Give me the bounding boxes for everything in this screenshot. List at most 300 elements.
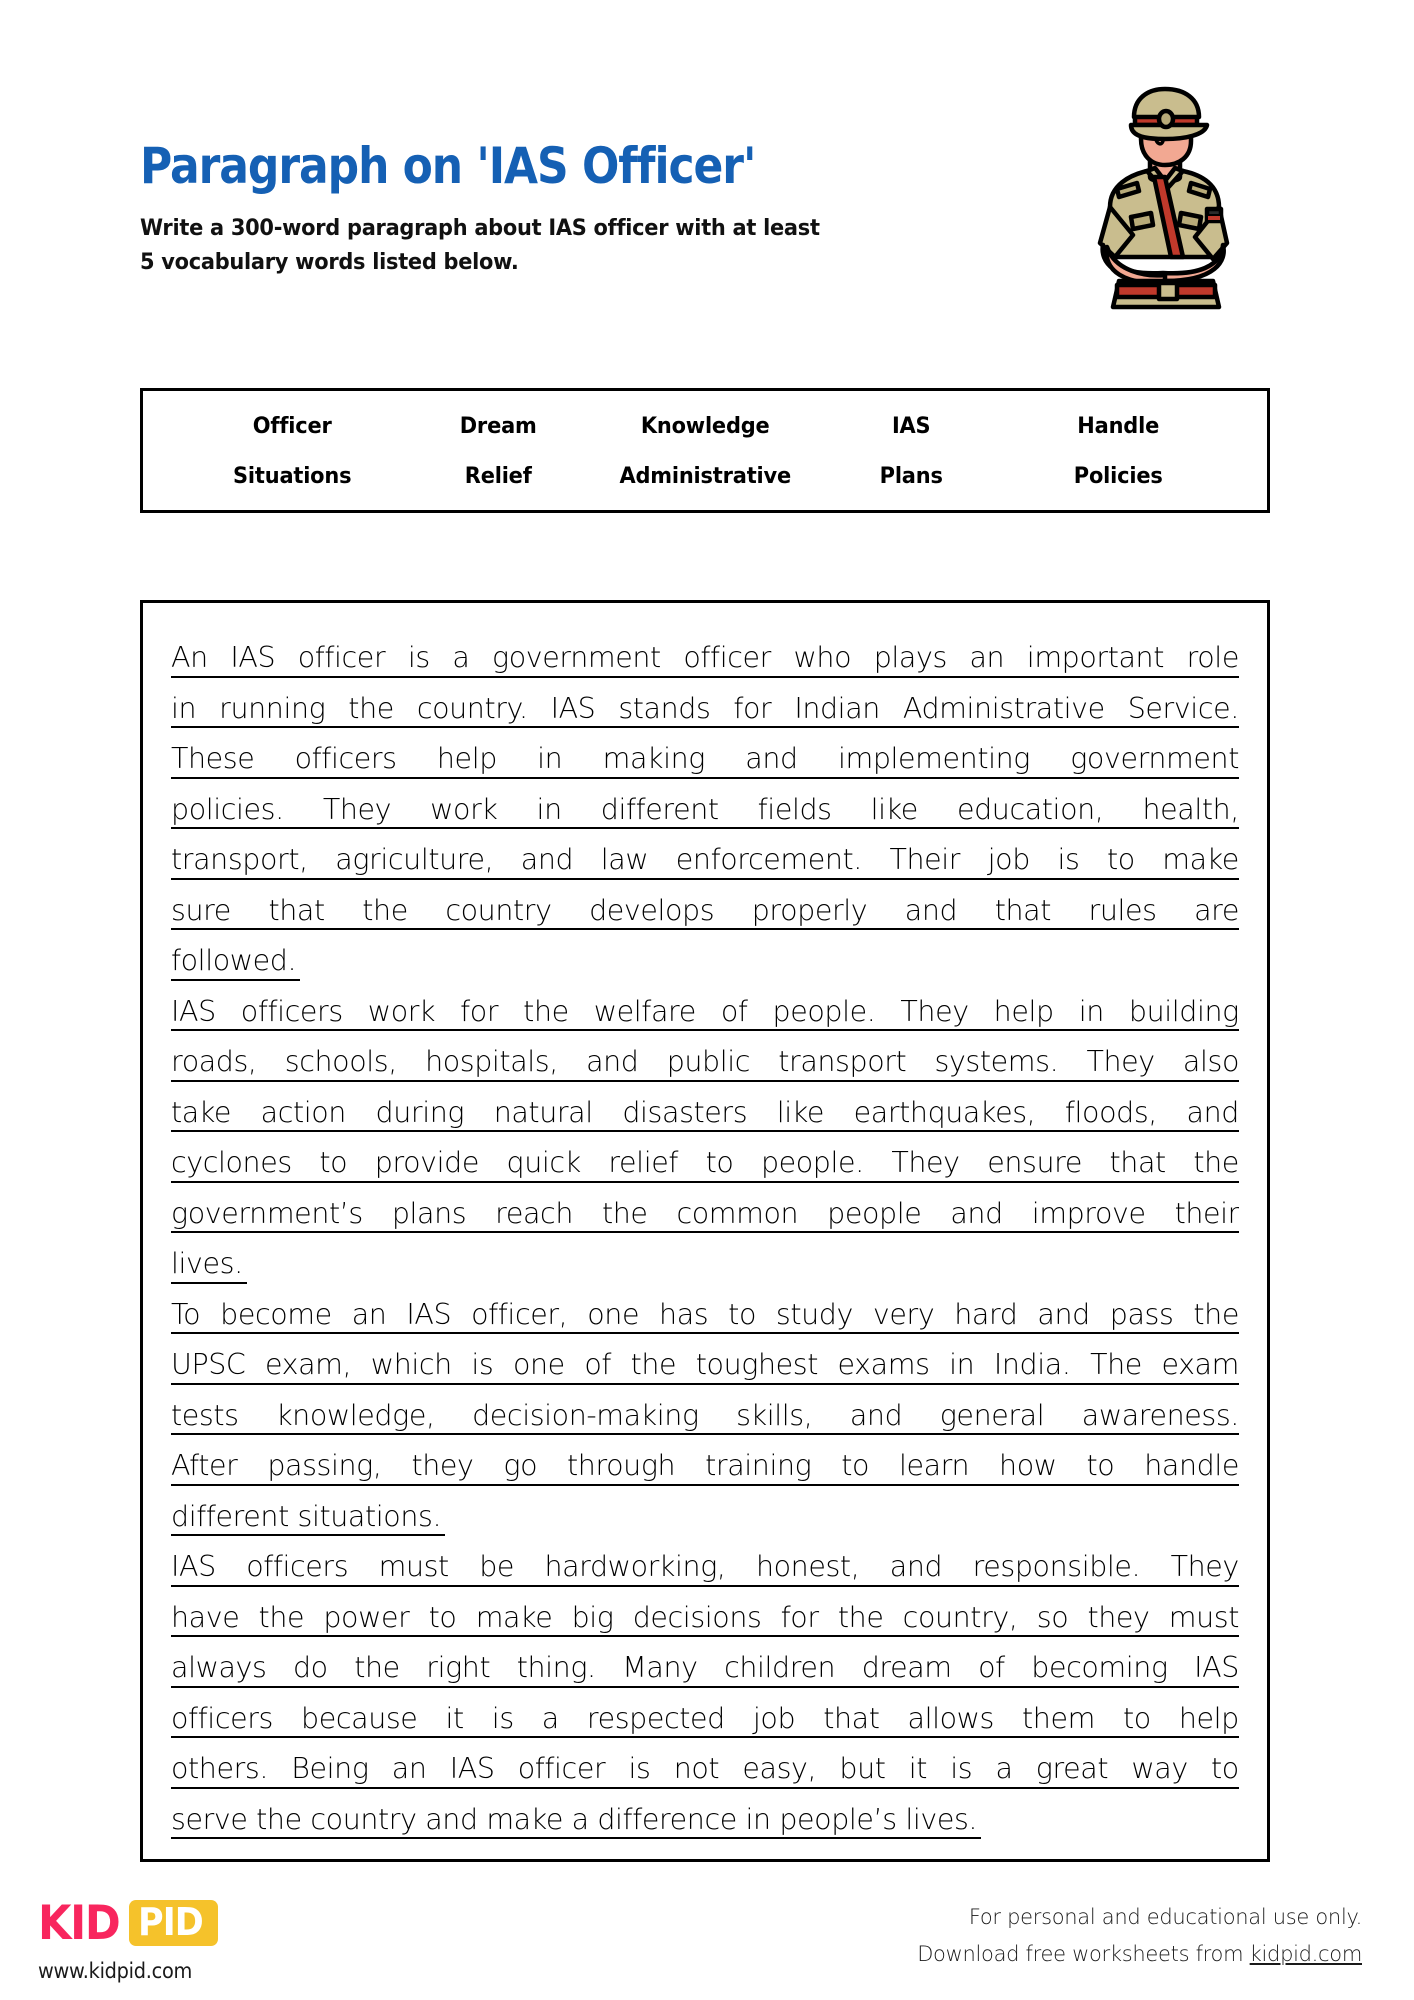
essay-word: their: [1174, 1196, 1239, 1230]
essay-word: serve the country and make a difference in people’s lives.: [171, 1802, 978, 1836]
essay-line-row: [171, 779, 1239, 830]
instruction-line-2: 5 vocabulary words listed below.: [140, 249, 519, 276]
essay-word: They: [900, 994, 969, 1028]
kidpid-logo: [38, 1895, 218, 1951]
essay-word: also: [1182, 1045, 1239, 1078]
essay-line-row: [171, 1031, 1239, 1082]
essay-word: They: [322, 792, 392, 826]
essay-line: [171, 930, 300, 981]
essay-line-row: [171, 1738, 1239, 1789]
essay-word: cyclones: [171, 1146, 292, 1179]
essay-word: pass: [1109, 1297, 1174, 1331]
essay-word: of: [978, 1651, 1005, 1684]
essay-word: hard: [954, 1297, 1018, 1331]
essay-word: easy,: [742, 1752, 817, 1785]
essay-word: have: [171, 1600, 240, 1634]
essay-word: handle: [1144, 1449, 1239, 1482]
essay-word: very: [872, 1297, 935, 1331]
essay-line-row: [171, 1587, 1239, 1638]
essay-word: study: [775, 1297, 853, 1331]
essay-word: exam: [1161, 1348, 1239, 1381]
essay-word: Administrative: [902, 691, 1105, 725]
vocabulary-word: Situations: [233, 462, 352, 489]
essay-word: transport: [778, 1045, 907, 1078]
ias-officer-illustration: [1055, 85, 1270, 310]
essay-line: [171, 1789, 981, 1840]
essay-word: tests: [171, 1398, 239, 1432]
essay-word: plans: [391, 1196, 467, 1230]
essay-word: enforcement.: [675, 843, 862, 876]
essay-word: is: [1057, 843, 1080, 876]
essay-word: help: [1178, 1701, 1239, 1735]
essay-word: work: [430, 792, 498, 826]
essay-word: The: [1090, 1348, 1142, 1381]
essay-word: it: [908, 1752, 928, 1785]
essay-line-row: [171, 1536, 1239, 1587]
essay-line-row: [171, 1233, 1239, 1284]
essay-line: [171, 1334, 1239, 1385]
essay-line: [171, 880, 1239, 931]
essay-word: role: [1186, 641, 1239, 674]
essay-word: roads,: [171, 1045, 257, 1078]
essay-word: a: [541, 1701, 559, 1735]
vocabulary-word: IAS: [892, 412, 931, 439]
essay-word: thing.: [516, 1651, 596, 1684]
essay-word: it: [445, 1701, 464, 1735]
essay-word: improve: [1031, 1196, 1146, 1230]
essay-word: responsible.: [972, 1550, 1141, 1583]
essay-word: is: [950, 1752, 973, 1785]
page-title: Paragraph on 'IAS Officer': [140, 137, 756, 195]
footer-note-prefix: Download free worksheets from: [917, 1941, 1250, 1966]
essay-word: different: [600, 792, 719, 826]
essay-word: through: [567, 1449, 676, 1482]
essay-word: because: [301, 1701, 418, 1735]
essay-word: right: [426, 1651, 491, 1684]
essay-word: UPSC: [171, 1348, 246, 1381]
essay-word: to: [1086, 1449, 1115, 1482]
essay-word: decision-making: [472, 1398, 699, 1432]
essay-word: disasters: [622, 1095, 748, 1129]
essay-word: in: [949, 1348, 975, 1381]
essay-word: IAS: [171, 1550, 216, 1583]
vocabulary-word: Handle: [1076, 412, 1159, 439]
essay-word: in: [537, 742, 563, 775]
essay-word: is: [407, 641, 430, 674]
essay-word: government: [1070, 742, 1239, 775]
logo-pid-text: PID: [138, 1900, 204, 1944]
essay-word: Service.: [1127, 691, 1239, 725]
essay-word: decisions: [632, 1600, 762, 1634]
essay-word: the: [630, 1348, 677, 1381]
essay-word: followed.: [171, 944, 297, 977]
essay-word: IAS: [230, 641, 276, 674]
essay-word: policies.: [171, 792, 284, 826]
vocabulary-word: Knowledge: [640, 412, 770, 439]
essay-line: [171, 728, 1239, 779]
essay-word: to: [1106, 843, 1135, 876]
essay-word: and: [745, 742, 798, 775]
essay-line-row: [171, 1385, 1239, 1436]
essay-word: natural: [493, 1095, 593, 1129]
essay-word: become: [220, 1297, 332, 1331]
essay-word: work: [367, 994, 436, 1028]
essay-word: that: [823, 1701, 880, 1735]
essay-word: earthquakes,: [853, 1095, 1036, 1129]
essay-word: make: [475, 1600, 553, 1634]
essay-word: how: [999, 1449, 1057, 1482]
essay-word: to: [841, 1449, 870, 1482]
essay-line: [171, 1738, 1239, 1789]
essay-line-row: [171, 1082, 1239, 1133]
essay-line-row: [171, 1688, 1239, 1739]
essay-word: running: [219, 691, 326, 725]
essay-word: and: [889, 1550, 943, 1583]
essay-line-row: [171, 1789, 1239, 1840]
essay-word: to: [319, 1146, 348, 1179]
essay-word: An: [171, 641, 208, 674]
essay-word: the: [258, 1600, 305, 1634]
essay-word: the: [354, 1651, 400, 1684]
essay-line-row: [171, 981, 1239, 1032]
essay-word: officer,: [471, 1297, 568, 1331]
essay-word: action: [260, 1095, 346, 1129]
essay-word: people.: [772, 994, 876, 1028]
essay-word: law: [600, 843, 649, 876]
essay-word: government: [492, 641, 661, 674]
brand-website-url: www.kidpid.com: [38, 1959, 193, 1983]
essay-paragraph: [171, 1284, 1239, 1537]
essay-word: IAS: [406, 1297, 452, 1331]
essay-word: properly: [751, 893, 868, 927]
essay-line: [171, 981, 1239, 1032]
essay-word: lives.: [171, 1247, 243, 1280]
essay-word: transport,: [171, 843, 308, 876]
essay-word: respected: [586, 1701, 725, 1735]
vocabulary-word: Policies: [1073, 462, 1163, 489]
essay-word: important: [1026, 641, 1164, 674]
essay-word: to: [428, 1600, 457, 1634]
essay-word: help: [436, 742, 497, 775]
essay-word: do: [292, 1651, 328, 1684]
vocabulary-word-bank: [140, 388, 1270, 513]
essay-word: officer: [517, 1752, 606, 1785]
essay-word: an: [351, 1297, 387, 1331]
essay-word: an: [969, 641, 1005, 674]
essay-word: are: [1194, 893, 1239, 927]
vocabulary-row: [189, 451, 1221, 501]
instruction-line-1: Write a 300-word paragraph about IAS officer with at least: [140, 214, 820, 241]
essay-word: common: [676, 1196, 799, 1230]
essay-paragraph: [171, 1536, 1239, 1839]
essay-line: [171, 779, 1239, 830]
vocabulary-word: Dream: [460, 412, 538, 439]
essay-paragraph: [171, 627, 1239, 981]
essay-word: relief: [608, 1146, 678, 1179]
essay-word: officer: [297, 641, 386, 674]
essay-word: rules: [1088, 893, 1157, 927]
essay-word: hardworking,: [544, 1550, 726, 1583]
vocabulary-word: Plans: [879, 462, 943, 489]
essay-word: passing,: [267, 1449, 382, 1482]
essay-word: people.: [760, 1146, 864, 1179]
essay-word: job: [752, 1701, 796, 1735]
essay-word: one: [587, 1297, 640, 1331]
essay-word: and: [904, 893, 958, 927]
essay-word: must: [1168, 1600, 1239, 1634]
essay-word: making: [602, 742, 706, 775]
essay-line: [171, 1132, 1239, 1183]
essay-line-row: [171, 1486, 1239, 1537]
essay-word: Indian: [794, 691, 880, 725]
essay-word: exam,: [265, 1348, 352, 1381]
essay-word: and: [586, 1045, 639, 1078]
essay-word: has: [659, 1297, 709, 1331]
essay-word: officers: [240, 994, 343, 1028]
essay-word: They: [1086, 1045, 1155, 1078]
essay-line: [171, 627, 1239, 678]
essay-word: learn: [898, 1449, 970, 1482]
essay-word: training: [705, 1449, 812, 1482]
logo-kid-text: KID: [38, 1895, 120, 1951]
essay-word: make: [1162, 843, 1239, 876]
essay-word: job: [987, 843, 1030, 876]
essay-word: others.: [171, 1752, 269, 1785]
essay-word: one: [512, 1348, 565, 1381]
essay-word: IAS: [449, 1752, 495, 1785]
essay-word: power: [323, 1600, 410, 1634]
essay-line-row: [171, 678, 1239, 729]
essay-word: like: [870, 792, 918, 826]
essay-word: for: [460, 994, 499, 1028]
essay-word: government’s: [171, 1196, 363, 1230]
essay-word: way: [1131, 1752, 1188, 1785]
essay-word: and: [520, 843, 574, 876]
essay-line-row: [171, 1132, 1239, 1183]
essay-line-row: [171, 1435, 1239, 1486]
essay-line: [171, 1688, 1239, 1739]
essay-line: [171, 1284, 1239, 1335]
essay-word: IAS: [1194, 1651, 1239, 1684]
essay-word: for: [733, 691, 772, 725]
essay-word: officers: [171, 1701, 273, 1735]
essay-word: in: [536, 792, 562, 826]
essay-line-row: [171, 930, 1239, 981]
footer-note-line-1: For personal and educational use only.: [968, 1905, 1362, 1929]
worksheet-instructions: [140, 211, 958, 281]
essay-word: skills,: [736, 1398, 813, 1432]
essay-word: for: [780, 1600, 819, 1634]
essay-word: always: [171, 1651, 267, 1684]
essay-line: [171, 829, 1239, 880]
essay-line: [171, 1031, 1239, 1082]
essay-line-row: [171, 1284, 1239, 1335]
essay-word: becoming: [1031, 1651, 1168, 1684]
essay-word: Many: [622, 1651, 698, 1684]
essay-word: a: [995, 1752, 1013, 1785]
essay-word: the: [1193, 1146, 1239, 1179]
essay-word: develops: [589, 893, 715, 927]
essay-paragraph: [171, 981, 1239, 1284]
essay-word: in: [1078, 994, 1104, 1028]
vocabulary-word: Administrative: [619, 462, 791, 489]
essay-word: public: [666, 1045, 751, 1078]
essay-word: children: [724, 1651, 836, 1684]
vocabulary-word: Relief: [465, 462, 533, 489]
essay-word: floods,: [1064, 1095, 1157, 1129]
essay-answer-box[interactable]: [140, 600, 1270, 1862]
essay-word: honest,: [755, 1550, 860, 1583]
essay-word: officers: [294, 742, 397, 775]
essay-line-row: [171, 627, 1239, 678]
essay-word: education,: [956, 792, 1104, 826]
essay-word: Being: [291, 1752, 369, 1785]
essay-word: After: [171, 1449, 238, 1482]
essay-word: like: [776, 1095, 825, 1129]
essay-word: These: [171, 742, 255, 775]
essay-word: To: [171, 1297, 201, 1331]
essay-word: so: [1036, 1600, 1069, 1634]
essay-word: awareness.: [1081, 1398, 1239, 1432]
essay-word: an: [391, 1752, 427, 1785]
essay-word: IAS: [171, 994, 216, 1028]
essay-word: general: [939, 1398, 1045, 1432]
essay-word: systems.: [934, 1045, 1059, 1078]
essay-word: building: [1128, 994, 1239, 1028]
essay-word: that: [994, 893, 1051, 927]
essay-line-row: [171, 829, 1239, 880]
essay-word: during: [375, 1095, 465, 1129]
essay-word: officers: [246, 1550, 349, 1583]
essay-word: agriculture,: [335, 843, 494, 876]
essay-word: welfare: [593, 994, 696, 1028]
essay-line-row: [171, 1334, 1239, 1385]
essay-word: of: [584, 1348, 612, 1381]
essay-line: [171, 1486, 445, 1537]
essay-word: different situations.: [171, 1499, 442, 1533]
essay-line: [171, 1082, 1239, 1133]
essay-line: [171, 678, 1239, 729]
essay-word: that: [268, 893, 325, 927]
essay-word: they: [411, 1449, 474, 1482]
essay-word: they: [1087, 1600, 1150, 1634]
logo-pid-badge: [129, 1900, 218, 1946]
essay-word: the: [1193, 1297, 1239, 1331]
essay-word: the: [601, 1196, 648, 1230]
essay-word: but: [839, 1752, 886, 1785]
essay-word: and: [849, 1398, 903, 1432]
essay-word: must: [378, 1550, 449, 1583]
essay-line: [171, 1385, 1239, 1436]
essay-word: big: [571, 1600, 614, 1634]
essay-word: India.: [993, 1348, 1071, 1381]
essay-word: schools,: [284, 1045, 397, 1078]
essay-word: in: [171, 691, 197, 725]
essay-word: to: [1211, 1752, 1239, 1785]
essay-word: to: [728, 1297, 756, 1331]
essay-word: stands: [618, 691, 711, 725]
essay-line-row: [171, 1637, 1239, 1688]
essay-word: fields: [757, 792, 832, 826]
footer-note-line-2: [917, 1936, 1362, 1973]
essay-line: [171, 1536, 1239, 1587]
kidpid-branding: [38, 1895, 218, 1983]
essay-line: [171, 1233, 247, 1284]
essay-word: sure: [171, 893, 231, 927]
essay-word: help: [993, 994, 1054, 1028]
essay-word: go: [503, 1449, 538, 1482]
essay-word: and: [950, 1196, 1003, 1230]
essay-word: knowledge,: [276, 1398, 435, 1432]
essay-line-row: [171, 880, 1239, 931]
essay-word: toughest: [695, 1348, 818, 1381]
essay-word: is: [491, 1701, 514, 1735]
essay-word: great: [1035, 1752, 1109, 1785]
essay-word: to: [1123, 1701, 1151, 1735]
essay-word: country,: [902, 1600, 1018, 1634]
essay-word: health,: [1142, 792, 1239, 826]
essay-word: be: [479, 1550, 515, 1583]
essay-word: They: [891, 1146, 960, 1179]
essay-word: take: [171, 1095, 232, 1129]
essay-word: officer: [683, 641, 771, 674]
essay-word: not: [673, 1752, 720, 1785]
essay-word: dream: [861, 1651, 952, 1684]
essay-word: a: [452, 641, 470, 674]
essay-line-row: [171, 728, 1239, 779]
essay-word: allows: [907, 1701, 994, 1735]
essay-line: [171, 1587, 1239, 1638]
essay-word: and: [1186, 1095, 1239, 1129]
vocabulary-row: [189, 401, 1221, 451]
essay-word: the: [837, 1600, 884, 1634]
essay-line: [171, 1183, 1239, 1234]
essay-word: and: [1037, 1297, 1090, 1331]
essay-word: ensure: [987, 1146, 1082, 1179]
footer-usage-notes: [917, 1899, 1362, 1973]
essay-word: of: [720, 994, 748, 1028]
essay-word: reach: [495, 1196, 573, 1230]
essay-word: is: [471, 1348, 494, 1381]
essay-line: [171, 1435, 1239, 1486]
essay-line-row: [171, 1183, 1239, 1234]
essay-word: the: [348, 691, 394, 725]
essay-word: quick: [506, 1146, 581, 1179]
essay-text: [171, 627, 1239, 1839]
essay-word: the: [523, 994, 569, 1028]
essay-word: hospitals,: [425, 1045, 558, 1078]
page-footer: [0, 1885, 1414, 2000]
worksheet-header: [140, 137, 1020, 280]
essay-word: the: [362, 893, 408, 927]
essay-word: country: [445, 893, 552, 927]
essay-word: provide: [374, 1146, 479, 1179]
essay-word: implementing: [837, 742, 1030, 775]
essay-word: They: [1170, 1550, 1239, 1583]
essay-word: them: [1022, 1701, 1095, 1735]
kidpid-link[interactable]: kidpid.com: [1249, 1941, 1362, 1966]
essay-word: IAS: [550, 691, 596, 725]
essay-word: people: [827, 1196, 922, 1230]
essay-word: that: [1109, 1146, 1166, 1179]
essay-word: Their: [889, 843, 961, 876]
essay-line: [171, 1637, 1239, 1688]
essay-word: to: [705, 1146, 734, 1179]
essay-word: exams: [837, 1348, 930, 1381]
essay-word: country.: [416, 691, 528, 725]
essay-word: plays: [873, 641, 947, 674]
vocabulary-word: Officer: [252, 412, 332, 439]
